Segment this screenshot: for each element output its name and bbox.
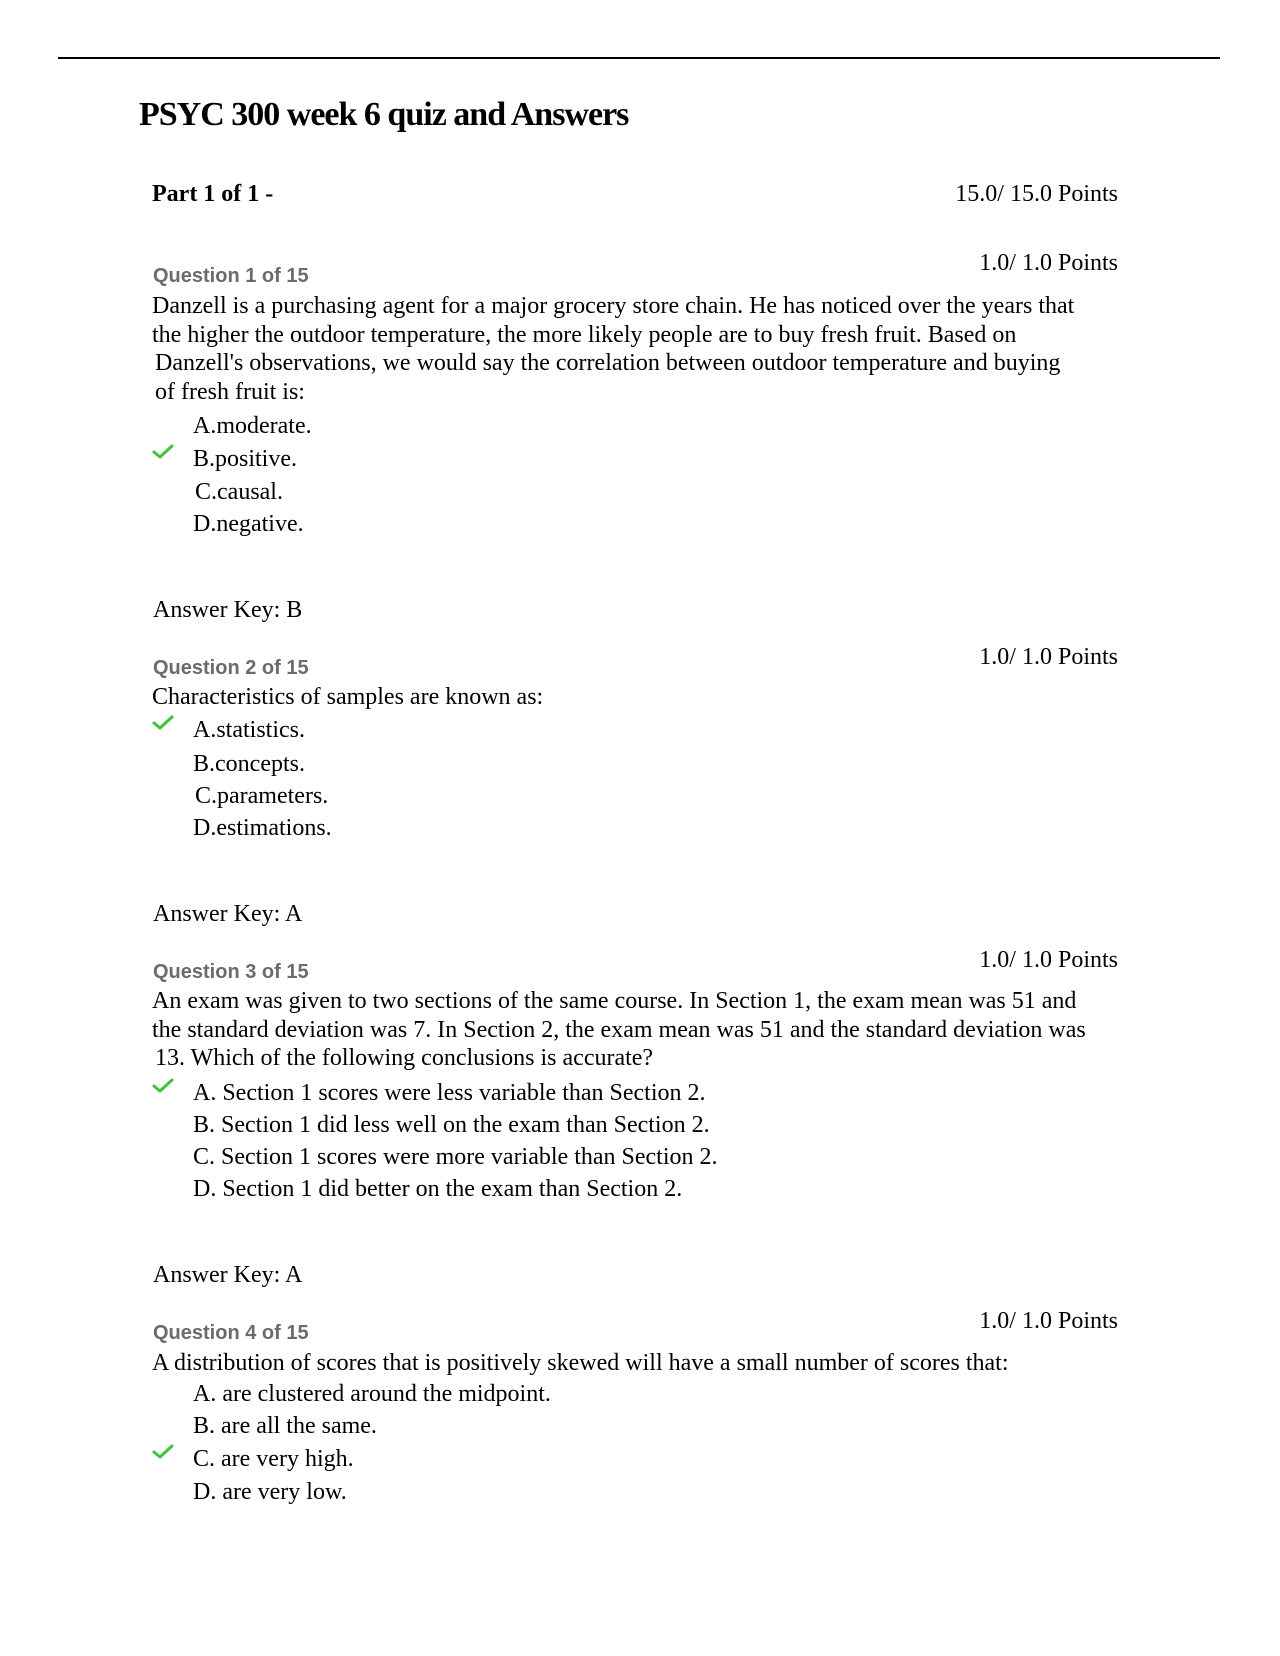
question-3-label: Question 3 of 15 bbox=[153, 961, 309, 983]
question-1-points: 1.0/ 1.0 Points bbox=[979, 250, 1118, 276]
question-line: Characteristics of samples are known as: bbox=[152, 684, 544, 710]
question-4-option-d: D. are very low. bbox=[193, 1479, 347, 1505]
question-line: Danzell's observations, we would say the correlation between outdoor temperature and buying bbox=[155, 350, 1061, 376]
question-4-text bbox=[152, 1349, 1132, 1378]
top-rule bbox=[58, 57, 1220, 59]
question-3-option-b: B. Section 1 did less well on the exam than Section 2. bbox=[193, 1112, 710, 1138]
check-icon bbox=[152, 714, 174, 730]
question-3-option-c: C. Section 1 scores were more variable than Section 2. bbox=[193, 1144, 718, 1170]
question-2-label: Question 2 of 15 bbox=[153, 657, 309, 679]
question-2-points: 1.0/ 1.0 Points bbox=[979, 644, 1118, 670]
question-line: 13. Which of the following conclusions is accurate? bbox=[155, 1045, 654, 1071]
question-1-text bbox=[152, 292, 1132, 406]
question-line: Danzell is a purchasing agent for a major grocery store chain. He has noticed over the years that bbox=[152, 293, 1075, 319]
question-line: the standard deviation was 7. In Section 2, the exam mean was 51 and the standard deviation was bbox=[152, 1016, 1086, 1043]
question-2-answer-key: Answer Key: A bbox=[153, 901, 303, 927]
question-4-label: Question 4 of 15 bbox=[153, 1322, 309, 1344]
question-2-option-a: A.statistics. bbox=[193, 717, 305, 743]
part-points: 15.0/ 15.0 Points bbox=[955, 181, 1118, 207]
question-2-text bbox=[152, 683, 1132, 712]
question-1-option-c: C.causal. bbox=[195, 479, 283, 505]
question-4-option-c: C. are very high. bbox=[193, 1446, 354, 1472]
question-line: the higher the outdoor temperature, the more likely people are to buy fresh fruit. Based on bbox=[152, 321, 1017, 348]
question-4-points: 1.0/ 1.0 Points bbox=[979, 1308, 1118, 1334]
question-4-option-b: B. are all the same. bbox=[193, 1413, 377, 1439]
page-title: PSYC 300 week 6 quiz and Answers bbox=[139, 96, 629, 133]
question-1-option-a: A.moderate. bbox=[193, 413, 312, 439]
question-3-answer-key: Answer Key: A bbox=[153, 1262, 303, 1288]
question-1-label: Question 1 of 15 bbox=[153, 265, 309, 287]
check-icon bbox=[152, 1077, 174, 1093]
question-line: of fresh fruit is: bbox=[155, 378, 305, 405]
check-icon bbox=[152, 1443, 174, 1459]
question-3-option-d: D. Section 1 did better on the exam than Section 2. bbox=[193, 1176, 683, 1202]
question-2-option-d: D.estimations. bbox=[193, 815, 332, 841]
part-label: Part 1 of 1 - bbox=[152, 181, 274, 207]
question-3-option-a: A. Section 1 scores were less variable than Section 2. bbox=[193, 1080, 706, 1106]
question-4-option-a: A. are clustered around the midpoint. bbox=[193, 1381, 551, 1407]
question-1-answer-key: Answer Key: B bbox=[153, 597, 303, 623]
question-line: A distribution of scores that is positively skewed will have a small number of scores that: bbox=[152, 1350, 1009, 1376]
question-2-option-b: B.concepts. bbox=[193, 751, 305, 777]
question-1-option-d: D.negative. bbox=[193, 511, 304, 537]
question-2-option-c: C.parameters. bbox=[195, 783, 329, 809]
check-icon bbox=[152, 443, 174, 459]
question-3-text bbox=[152, 987, 1132, 1073]
question-1-option-b: B.positive. bbox=[193, 446, 298, 472]
question-3-points: 1.0/ 1.0 Points bbox=[979, 947, 1118, 973]
question-line: An exam was given to two sections of the same course. In Section 1, the exam mean was 51 and bbox=[152, 988, 1077, 1014]
